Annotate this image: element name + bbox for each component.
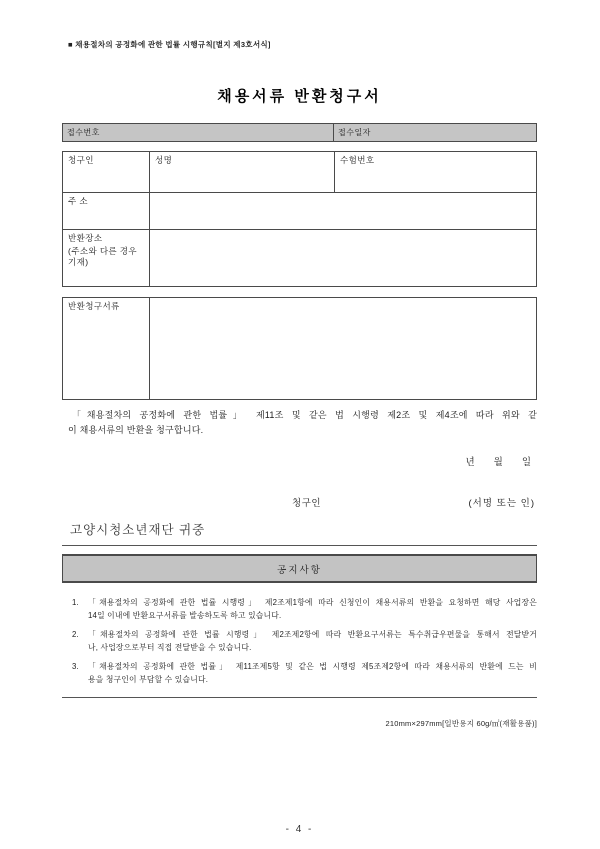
return-documents-value-cell (149, 298, 536, 399)
exam-number-label-cell: 수험번호 (334, 152, 536, 192)
receipt-date-label: 접수일자 (333, 124, 536, 141)
year-label: 년 (465, 457, 475, 468)
receipt-number-label: 접수번호 (67, 128, 100, 137)
paper-spec-note: 210mm×297mm[일반용지 60g/㎡(재활용품)] (385, 719, 537, 728)
signature-seal-note: (서명 또는 인) (468, 498, 535, 509)
signature-claimant-label: 청구인 (292, 498, 322, 509)
divider-below-notice (62, 697, 537, 698)
notice-item-number: 3. (72, 662, 79, 671)
page-number: - 4 - (285, 824, 314, 835)
notice-item-text (88, 596, 537, 622)
notice-item-number: 2. (72, 630, 79, 639)
notice-item-text (88, 628, 537, 654)
divider-above-notice (62, 545, 537, 546)
notice-item-line: 나, 사업장으로부터 직접 전달받을 수 있습니다. (88, 643, 252, 652)
notice-header-bar: 공지사항 (62, 554, 537, 583)
name-label-cell: 성명 (149, 152, 334, 192)
declaration-line-1: 「채용절차의 공정화에 관한 법률」 제11조 및 같은 법 시행령 제2조 및 제4조에 따라 위와 같 (72, 410, 537, 420)
declaration-line-2: 이 채용서류의 반환을 청구합니다. (68, 424, 204, 435)
return-place-label (63, 229, 149, 286)
signature-line (62, 495, 537, 509)
notice-list (62, 596, 537, 686)
notice-item-line: 「채용절차의 공정화에 관한 법률 시행령」 제2조제1항에 따라 신청인이 채용서류의 반환을 요청하면 해당 사업장은 (88, 598, 537, 607)
return-place-title: 반환장소 (68, 233, 103, 243)
form-reference-note: ■ 채용절차의 공정화에 관한 법률 시행규칙[별지 제3호서식] (68, 40, 271, 49)
return-place-note: (주소와 다른 경우 기재) (68, 246, 138, 268)
notice-item (72, 628, 537, 654)
notice-item-number: 1. (72, 598, 79, 607)
document-content (62, 0, 537, 835)
return-place-value-cell (149, 229, 536, 286)
notice-item-text (88, 660, 537, 686)
month-label: 월 (493, 457, 503, 468)
address-value-cell (149, 192, 536, 229)
notice-item-line: 14일 이내에 반환요구서류를 발송하도록 하고 있습니다. (88, 611, 282, 620)
return-documents-label: 반환청구서류 (68, 301, 120, 311)
notice-item (72, 660, 537, 686)
return-documents-table (62, 297, 537, 400)
claimant-label: 청구인 (68, 155, 94, 165)
page-title: 채용서류 반환청구서 (217, 88, 382, 105)
claimant-info-table (62, 151, 537, 287)
date-line (62, 454, 537, 468)
notice-item-line: 「채용절차의 공정화에 관한 법률」 제11조제5항 및 같은 법 시행령 제5조제2항에 따라 채용서류의 반환에 드는 비 (88, 662, 537, 671)
declaration-paragraph (62, 408, 537, 437)
day-label: 일 (521, 457, 531, 468)
notice-item-line: 「채용절차의 공정화에 관한 법률 시행령」 제2조제2항에 따라 반환요구서류는 특수취급우편물을 통해서 전달받거 (88, 630, 537, 639)
receipt-header-table (62, 123, 537, 142)
notice-item-line: 용을 청구인이 부담할 수 있습니다. (88, 675, 209, 684)
recipient-line: 고양시청소년재단 귀중 (70, 523, 206, 537)
address-label: 주 소 (63, 192, 149, 229)
notice-item (72, 596, 537, 622)
